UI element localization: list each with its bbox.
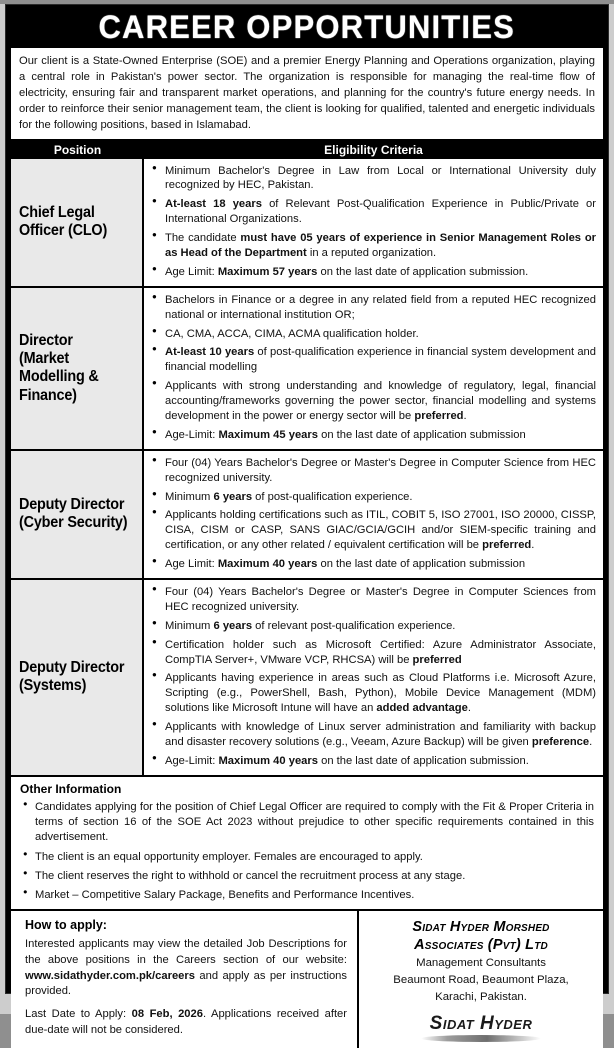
criteria-item: ● The candidate must have 05 years of experience in Senior Management Roles or as Head of the Department in a reputed organization. [150, 231, 596, 261]
criteria-item: ● Four (04) Years Bachelor's Degree or Master's Degree in Computer Sciences from HEC recognized university. [150, 585, 596, 615]
other-information-item: ● Candidates applying for the position of Chief Legal Officer are required to comply with the Fit & Proper Criteria in terms of section 16 of the SOE Act 2023 without prejudice to other specific requirements contained in this advertisement. [20, 800, 594, 846]
position-title-line: Chief Legal [19, 203, 95, 221]
criteria-item: ● Four (04) Years Bachelor's Degree or Master's Degree in Computer Science from HEC recognized university. [150, 456, 596, 486]
table-row [11, 580, 603, 775]
criteria-item: ● Minimum Bachelor's Degree in Law from Local or International University duly recognized by HEC, Pakistan. [150, 164, 596, 194]
application-deadline: Last Date to Apply: 08 Feb, 2026. Applications received after due-date will not be considered. [25, 1007, 347, 1036]
company-name-line-2: Associates (Pvt) Ltd [414, 936, 548, 953]
table-row [11, 451, 603, 580]
company-info-block [359, 911, 603, 1048]
criteria-item: ● Age-Limit: Maximum 40 years on the last date of application submission. [150, 754, 596, 769]
position-title-line: Finance) [19, 386, 77, 404]
criteria-list [150, 164, 596, 280]
logo-swoosh-icon [421, 1035, 541, 1042]
criteria-item: ● Applicants with knowledge of Linux server administration and familiarity with backup and disaster recovery solutions (e.g., Veeam, Azure Backup) will be given preference. [150, 720, 596, 750]
criteria-item: ● Applicants holding certifications such as ITIL, COBIT 5, ISO 27001, ISO 20000, CISSP, CISA, CISM or CASP, SANS GIAC/GCIA/GCIH and/or SIEM-specific training and certification, or any other related / equivalent certification will be preferred. [150, 508, 596, 553]
position-title-line: (Systems) [19, 677, 87, 695]
position-title-line: Director [19, 331, 73, 349]
criteria-list [150, 585, 596, 769]
criteria-item: ● Applicants having experience in areas such as Cloud Platforms i.e. Microsoft Azure, Scripting (e.g., PowerShell, Bash, Python), Mobile Device Management (MDM) solutions like Microsoft Intune will have an added advantage. [150, 671, 596, 716]
advertisement-container [5, 4, 609, 1036]
position-title-line: Officer (CLO) [19, 222, 108, 240]
footer-section [11, 911, 603, 1048]
column-header-position: Position [53, 142, 102, 157]
eligibility-cell [144, 288, 603, 449]
criteria-item: ● Minimum 6 years of relevant post-qualification experience. [150, 619, 596, 634]
criteria-item: ● Bachelors in Finance or a degree in any related field from a reputed HEC recognized national or international institution OR; [150, 293, 596, 323]
criteria-item: ● Age-Limit: Maximum 45 years on the last date of application submission [150, 428, 596, 443]
criteria-item: ● At-least 18 years of Relevant Post-Qualification Experience in Public/Private or International Organizations. [150, 197, 596, 227]
position-cell [11, 288, 144, 449]
company-address-line-2: Karachi, Pakistan. [435, 990, 527, 1003]
position-cell [11, 159, 144, 286]
position-title-line: Deputy Director [19, 659, 125, 677]
position-title-line: Modelling & [19, 368, 99, 386]
eligibility-cell [144, 451, 603, 578]
other-information-title: Other Information [20, 781, 122, 796]
criteria-list [150, 456, 596, 572]
company-name-line-1: Sidat Hyder Morshed [412, 919, 550, 936]
criteria-item: ● Age Limit: Maximum 57 years on the last date of application submission. [150, 265, 596, 280]
criteria-item: ● Age Limit: Maximum 40 years on the last date of application submission [150, 557, 596, 572]
criteria-item: ● At-least 10 years of post-qualification experience in financial system development and financial modelling [150, 345, 596, 375]
criteria-list [150, 293, 596, 443]
position-title-line: (Cyber Security) [19, 514, 128, 532]
other-information-item: ● Market – Competitive Salary Package, Benefits and Performance Incentives. [20, 888, 594, 903]
table-header-row [11, 141, 603, 159]
how-to-apply-title: How to apply: [25, 918, 107, 933]
header-banner [9, 8, 605, 46]
how-to-apply-instructions: Interested applicants may view the detailed Job Descriptions for the above positions in the Careers section of our website: www.sidathyder.com.pk/careers and apply as per instructions provided. [25, 938, 347, 998]
position-cell [11, 451, 144, 578]
criteria-item: ● CA, CMA, ACCA, CIMA, ACMA qualification holder. [150, 327, 596, 342]
position-cell [11, 580, 144, 775]
eligibility-cell [144, 159, 603, 286]
other-information-section [11, 777, 603, 909]
introduction-paragraph: Our client is a State-Owned Enterprise (SOE) and a premier Energy Planning and Operations organization, playing a central role in Pakistan's power sector. The organization is responsible for managing the real-time flow of electricity, ensuring fair and transparent market operations, and planning for the country's future energy needs. In order to reinforce their senior management team, the client is looking for qualified, talented and energetic individuals for the following positions, based in Islamabad. [11, 48, 603, 139]
how-to-apply-block [11, 911, 359, 1048]
company-descriptor: Management Consultants [416, 957, 546, 969]
table-row [11, 288, 603, 451]
criteria-item: ● Certification holder such as Microsoft Certified: Azure Administrator Associate, CompTIA Server+, VMware VCP, RHCSA) will be preferred [150, 638, 596, 668]
positions-table [11, 141, 603, 775]
other-information-item: ● The client is an equal opportunity employer. Females are encouraged to apply. [20, 850, 594, 865]
company-logo [365, 1014, 597, 1042]
other-information-list [20, 800, 594, 903]
eligibility-cell [144, 580, 603, 775]
position-title-line: Deputy Director [19, 496, 125, 514]
other-information-item: ● The client reserves the right to withhold or cancel the recruitment process at any stage. [20, 869, 594, 884]
company-logo-text: Sidat Hyder [429, 1013, 533, 1035]
column-header-eligibility: Eligibility Criteria [324, 142, 423, 157]
company-address-line-1: Beaumont Road, Beaumont Plaza, [393, 973, 569, 986]
criteria-item: ● Applicants with strong understanding and knowledge of regulatory, legal, financial accounting/frameworks governing the power sector, financial modelling and systems development in the power or energy sector will be preferred. [150, 379, 596, 424]
table-row [11, 159, 603, 288]
criteria-item: ● Minimum 6 years of post-qualification experience. [150, 490, 596, 505]
page-title: CAREER OPPORTUNITIES [98, 9, 516, 45]
position-title-line: (Market [19, 349, 69, 367]
